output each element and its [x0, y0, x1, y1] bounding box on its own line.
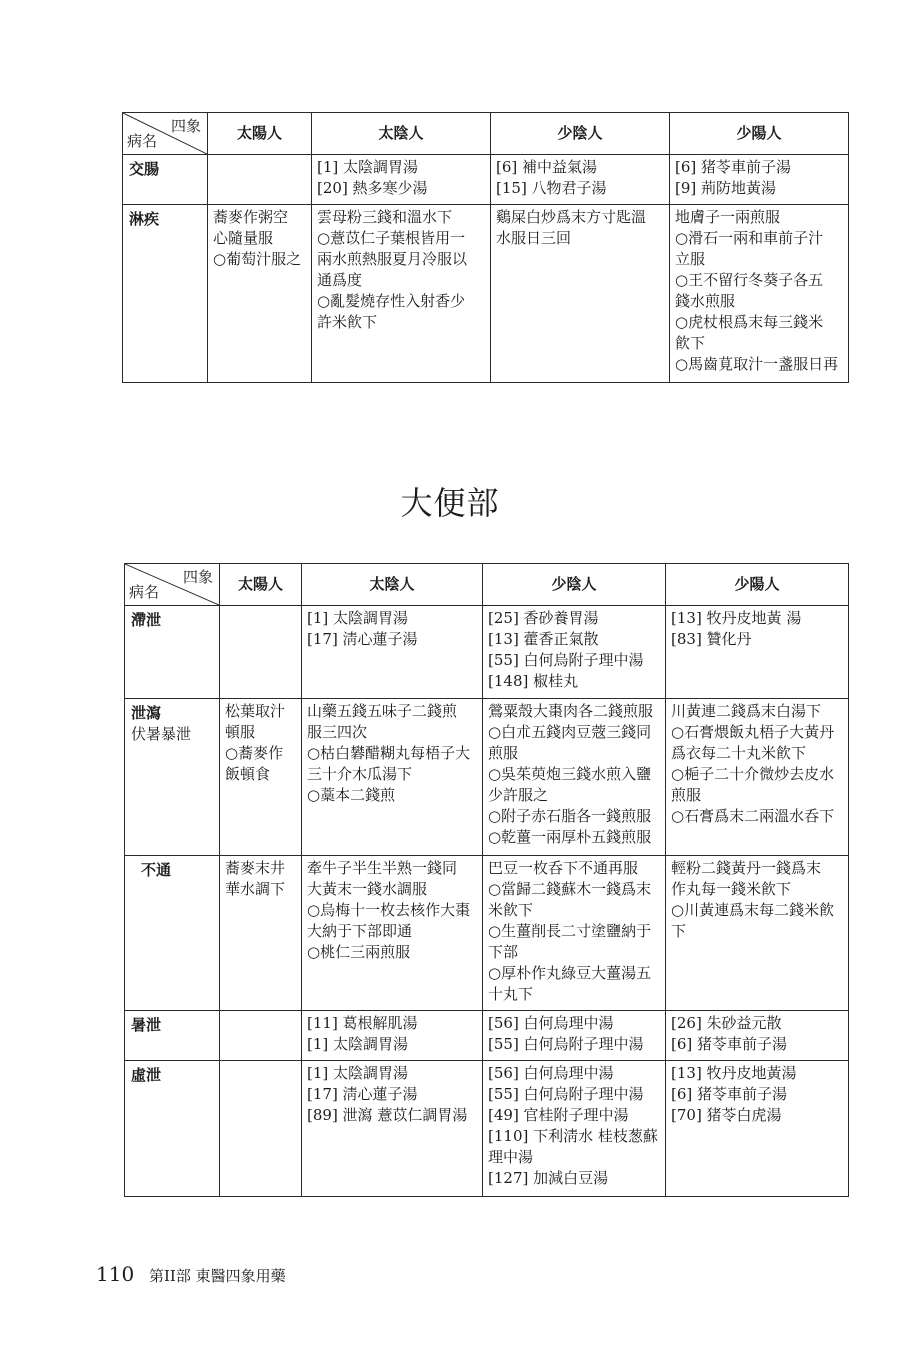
herbal-table-1 [122, 112, 849, 383]
disease-name: 交腸 [129, 160, 160, 178]
remedy-cell-taeum [312, 205, 491, 383]
remedy-line: 煎服 [488, 744, 519, 762]
table-row [123, 205, 849, 383]
remedy-line: ○虎杖根爲末每三錢米 [675, 313, 824, 331]
remedy-cell-taeum [302, 699, 483, 856]
remedy-cell-soyang [670, 155, 849, 205]
remedy-line: 三十介木瓜湯下 [307, 765, 413, 783]
table-row [125, 856, 849, 1011]
column-header-soeum: 少陰人 [483, 564, 666, 606]
remedy-line: ○薏苡仁子葉根皆用一 [317, 229, 466, 247]
remedy-line: 作丸每一錢米飮下 [671, 880, 792, 898]
remedy-cell-soeum [491, 205, 670, 383]
disease-name: 不通 [141, 861, 172, 879]
remedy-cell-taiyang [220, 856, 302, 1011]
remedy-line: [6] 補中益氣湯 [496, 158, 598, 176]
remedy-cell-taeum [312, 155, 491, 205]
remedy-cell-taeum [302, 606, 483, 699]
remedy-line: 飯頓食 [225, 765, 271, 783]
remedy-line: 米飮下 [488, 901, 534, 919]
remedy-line: [1] 太陰調胃湯 [307, 609, 409, 627]
remedy-line: [89] 泄瀉 薏苡仁調胃湯 [307, 1106, 468, 1124]
remedy-cell-soyang [666, 606, 849, 699]
remedy-line: 大黃末一錢水調服 [307, 880, 428, 898]
remedy-line: 華水調下 [225, 880, 286, 898]
remedy-line: ○藁本二錢煎 [307, 786, 396, 804]
remedy-line: [56] 白何烏理中湯 [488, 1014, 614, 1032]
disease-name-cell [123, 155, 208, 205]
remedy-line: [56] 白何烏理中湯 [488, 1064, 614, 1082]
corner-label-bottom: 病名 [129, 583, 160, 601]
column-header-taiyang: 太陽人 [208, 113, 312, 155]
disease-name-cell [125, 699, 220, 856]
remedy-line: 兩水煎熱服夏月冷服以 [317, 250, 468, 268]
remedy-line: [13] 藿香正氣散 [488, 630, 599, 648]
table-header-row [125, 564, 849, 606]
corner-header-cell [125, 564, 220, 606]
column-header-taeum: 太陰人 [302, 564, 483, 606]
remedy-line: ○生薑削長二寸塗鹽納于 [488, 922, 652, 940]
remedy-line: 飮下 [675, 334, 706, 352]
remedy-line: [148] 椒桂丸 [488, 672, 579, 690]
column-header-soeum: 少陰人 [491, 113, 670, 155]
remedy-cell-taiyang [208, 205, 312, 383]
remedy-line: [11] 葛根解肌湯 [307, 1014, 418, 1032]
remedy-line: 輕粉二錢黃丹一錢爲末 [671, 859, 822, 877]
remedy-line: ○桃仁三兩煎服 [307, 943, 411, 961]
remedy-line: 理中湯 [488, 1148, 534, 1166]
remedy-line: [110] 下利淸水 桂枝葱蘇 [488, 1127, 658, 1145]
disease-name-cell [123, 205, 208, 383]
remedy-line: 松葉取汁 [225, 702, 286, 720]
corner-header-cell [123, 113, 208, 155]
disease-name: 虛泄 [131, 1066, 162, 1084]
column-header-soyang: 少陽人 [666, 564, 849, 606]
remedy-line: [1] 太陰調胃湯 [307, 1064, 409, 1082]
remedy-line: [6] 猪苓車前子湯 [675, 158, 792, 176]
column-header-soyang: 少陽人 [670, 113, 849, 155]
remedy-line: 蕎麥作粥空 [213, 208, 289, 226]
remedy-line: 巴豆一枚呑下不通再服 [488, 859, 639, 877]
remedy-cell-taeum [302, 856, 483, 1011]
page-number: 110 [96, 1262, 135, 1286]
remedy-line: [20] 熱多寒少湯 [317, 179, 428, 197]
remedy-line: [26] 朱砂益元散 [671, 1014, 782, 1032]
remedy-line: ○烏梅十一枚去核作大棗 [307, 901, 471, 919]
remedy-line: ○川黃連爲末每二錢米飮 [671, 901, 835, 919]
remedy-line: 鷄屎白炒爲末方寸匙溫 [496, 208, 647, 226]
disease-name-cell [125, 1061, 220, 1197]
remedy-line: ○王不留行冬葵子各五 [675, 271, 824, 289]
remedy-line: [25] 香砂養胃湯 [488, 609, 599, 627]
remedy-cell-taiyang [220, 1061, 302, 1197]
remedy-line: 心隨量服 [213, 229, 274, 247]
footer-text: 第II部 東醫四象用藥 [148, 1267, 286, 1285]
page-footer [96, 1262, 286, 1286]
remedy-cell-taiyang [220, 699, 302, 856]
remedy-line: 雲母粉三錢和溫水下 [317, 208, 453, 226]
remedy-cell-soeum [483, 1061, 666, 1197]
remedy-line: 下部 [488, 943, 519, 961]
remedy-line: 十丸下 [488, 985, 534, 1003]
remedy-line: [9] 荊防地黃湯 [675, 179, 777, 197]
remedy-line: [6] 猪苓車前子湯 [671, 1085, 788, 1103]
remedy-line: [13] 牧丹皮地黃湯 [671, 1064, 797, 1082]
remedy-line: 服三四次 [307, 723, 368, 741]
remedy-line: 煎服 [671, 786, 702, 804]
disease-name: 泄瀉 [131, 704, 162, 722]
table-header-row [123, 113, 849, 155]
remedy-line: ○蕎麥作 [225, 744, 284, 762]
remedy-line: ○吳茱萸炮三錢水煎入鹽 [488, 765, 652, 783]
remedy-line: ○葡萄汁服之 [213, 250, 302, 268]
remedy-line: 少許服之 [488, 786, 549, 804]
table-row [125, 699, 849, 856]
remedy-line: [49] 官桂附子理中湯 [488, 1106, 629, 1124]
remedy-cell-soyang [666, 1011, 849, 1061]
remedy-line: ○附子赤石脂各一錢煎服 [488, 807, 652, 825]
remedy-cell-soeum [483, 856, 666, 1011]
remedy-line: 鶯粟殼大棗肉各二錢煎服 [488, 702, 654, 720]
table-row [125, 1061, 849, 1197]
remedy-line: ○厚朴作丸綠豆大薑湯五 [488, 964, 652, 982]
remedy-cell-soeum [483, 699, 666, 856]
remedy-line: [13] 牧丹皮地黃 湯 [671, 609, 802, 627]
remedy-line: ○馬齒莧取汁一盞服日再 [675, 355, 839, 373]
remedy-line: ○石膏爲末二兩溫水呑下 [671, 807, 835, 825]
remedy-line: ○石膏煨飯丸梧子大黃丹 [671, 723, 835, 741]
remedy-line: 大納于下部即通 [307, 922, 413, 940]
remedy-line: ○亂髮燒存性入射香少 [317, 292, 466, 310]
remedy-line: 川黃連二錢爲末白湯下 [671, 702, 822, 720]
section-title: 大便部 [400, 484, 500, 522]
remedy-cell-taeum [302, 1061, 483, 1197]
table-row [123, 155, 849, 205]
remedy-cell-soyang [666, 1061, 849, 1197]
remedy-line: 許米飮下 [317, 313, 378, 331]
remedy-line: 錢水煎服 [675, 292, 736, 310]
remedy-line: 牽牛子半生半熟一錢同 [307, 859, 458, 877]
remedy-line: ○梔子二十介微炒去皮水 [671, 765, 835, 783]
remedy-cell-taiyang [220, 1011, 302, 1061]
remedy-line: ○滑石一兩和車前子汁 [675, 229, 824, 247]
remedy-cell-soyang [666, 699, 849, 856]
remedy-line: [6] 猪苓車前子湯 [671, 1035, 788, 1053]
column-header-taeum: 太陰人 [312, 113, 491, 155]
disease-name: 暑泄 [131, 1016, 162, 1034]
remedy-line: [17] 淸心蓮子湯 [307, 1085, 418, 1103]
column-header-taiyang: 太陽人 [220, 564, 302, 606]
table-row [125, 1011, 849, 1061]
remedy-line: 山藥五錢五味子二錢煎 [307, 702, 458, 720]
remedy-line: [55] 白何烏附子理中湯 [488, 1035, 644, 1053]
remedy-line: [70] 猪苓白虎湯 [671, 1106, 782, 1124]
corner-label-top: 四象 [182, 568, 213, 586]
remedy-line: 立服 [675, 250, 706, 268]
disease-name: 淋疾 [129, 210, 160, 228]
remedy-line: 頓服 [225, 723, 256, 741]
remedy-cell-soyang [670, 205, 849, 383]
corner-label-bottom: 病名 [127, 132, 158, 150]
remedy-line: 水服日三回 [496, 229, 572, 247]
remedy-line: [1] 太陰調胃湯 [307, 1035, 409, 1053]
corner-label-top: 四象 [170, 117, 201, 135]
remedy-cell-taeum [302, 1011, 483, 1061]
remedy-line: [15] 八物君子湯 [496, 179, 607, 197]
disease-name-cell [125, 856, 220, 1011]
remedy-cell-taiyang [208, 155, 312, 205]
remedy-line: 蕎麥末井 [225, 859, 286, 877]
remedy-cell-soeum [483, 606, 666, 699]
disease-name-cell [125, 606, 220, 699]
disease-name-cell [125, 1011, 220, 1061]
remedy-line: 地膚子一兩煎服 [675, 208, 781, 226]
remedy-line: ○當歸二錢蘇木一錢爲末 [488, 880, 652, 898]
remedy-line: ○枯白礬醋糊丸每梧子大 [307, 744, 471, 762]
remedy-line: ○白朮五錢肉豆蔲三錢同 [488, 723, 652, 741]
remedy-cell-soeum [483, 1011, 666, 1061]
disease-subname: 伏暑暴泄 [131, 725, 192, 743]
remedy-line: 通爲度 [317, 271, 363, 289]
remedy-line: [127] 加減白豆湯 [488, 1169, 609, 1187]
remedy-line: [83] 贊化丹 [671, 630, 752, 648]
remedy-cell-soyang [666, 856, 849, 1011]
disease-name: 滯泄 [131, 611, 162, 629]
remedy-line: [17] 淸心蓮子湯 [307, 630, 418, 648]
remedy-line: ○乾薑一兩厚朴五錢煎服 [488, 828, 652, 846]
herbal-table-2 [124, 563, 849, 1197]
remedy-cell-soeum [491, 155, 670, 205]
remedy-line: 下 [671, 922, 687, 940]
remedy-line: 爲衣每二十丸米飮下 [671, 744, 807, 762]
remedy-cell-taiyang [220, 606, 302, 699]
table-row [125, 606, 849, 699]
remedy-line: [1] 太陰調胃湯 [317, 158, 419, 176]
remedy-line: [55] 白何烏附子理中湯 [488, 1085, 644, 1103]
remedy-line: [55] 白何烏附子理中湯 [488, 651, 644, 669]
